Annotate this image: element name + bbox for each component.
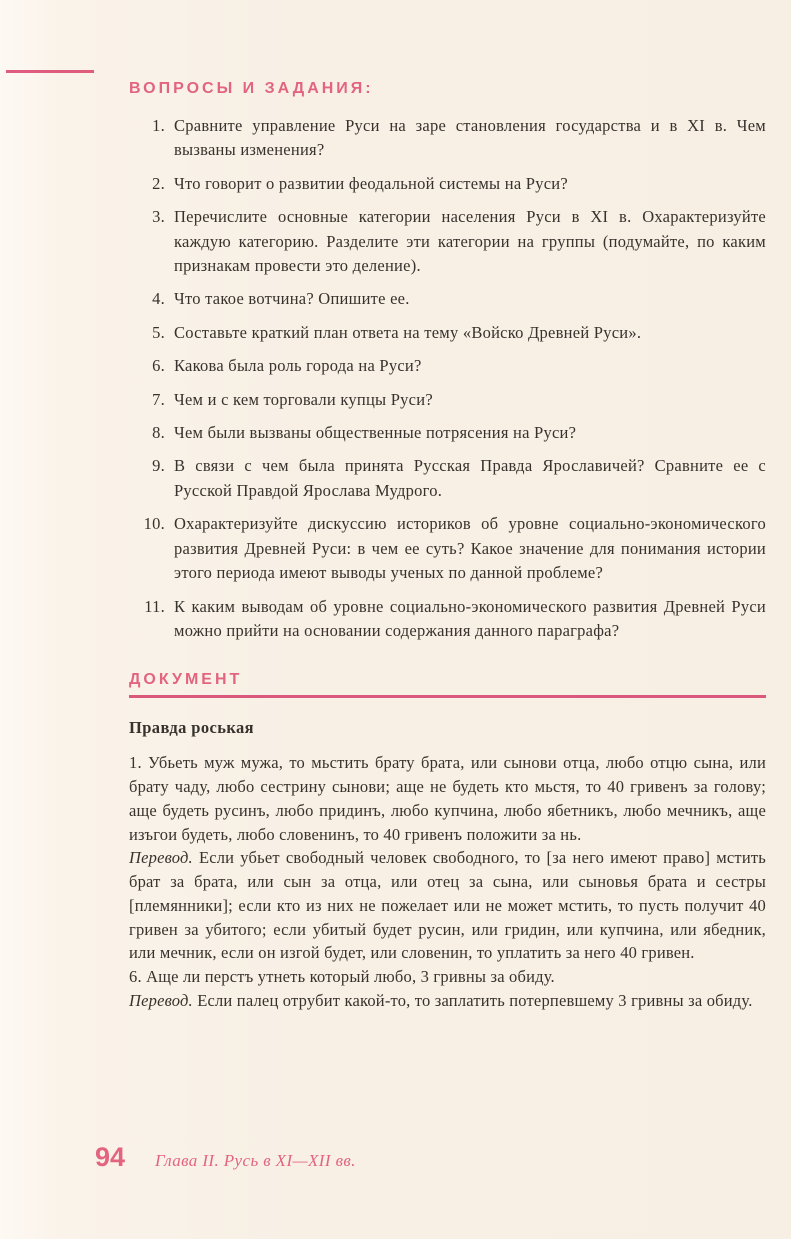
question-item xyxy=(129,595,766,644)
page-number: 94 xyxy=(95,1142,126,1172)
paragraph-text: Если убьет свободный человек свободного, то [за него имеют право] мстить брат за брата, или сын за отца, или отец за сына, или сыновья брата и сестры [племянники]; если кто из них не пожелает или не может мстить, то пусть получит 40 гривен за убитого; если убитый будет русин, или гридин, или купчина, или ябедник, или мечник, если он изгой будет, или словенин, то уплатить за него 40 гривен. xyxy=(129,848,766,963)
question-text: Перечислите основные категории населения Руси в XI в. Охарактеризуйте каждую категорию. Разделите эти категории на группы (подумайте, по каким признакам провести это деление). xyxy=(174,207,766,276)
questions-list xyxy=(129,114,766,643)
document-title: Правда роськая xyxy=(129,718,254,738)
question-item xyxy=(129,321,766,345)
question-item xyxy=(129,388,766,412)
question-text: В связи с чем была принята Русская Правда Ярославичей? Сравните ее с Русской Правдой Ярослава Мудрого. xyxy=(174,456,766,500)
document-paragraph xyxy=(129,965,766,989)
question-number: 6. xyxy=(152,356,165,376)
question-text: Какова была роль города на Руси? xyxy=(174,356,422,376)
question-item xyxy=(129,287,766,311)
question-text: Что говорит о развитии феодальной системы на Руси? xyxy=(174,173,568,193)
question-number: 9. xyxy=(152,456,165,476)
question-text: Охарактеризуйте дискуссию историков об уровне социально-экономического развития Древней Руси: в чем ее суть? Какое значение для понимания истории этого периода имеют выводы ученых по данной проблеме? xyxy=(174,514,766,583)
question-item xyxy=(129,172,766,196)
questions-heading: ВОПРОСЫ И ЗАДАНИЯ: xyxy=(129,80,374,97)
question-number: 8. xyxy=(152,423,165,443)
question-number: 5. xyxy=(152,322,165,342)
question-text: Составьте краткий план ответа на тему «Войско Древней Руси». xyxy=(174,322,642,342)
question-number: 1. xyxy=(152,116,165,135)
page-footer xyxy=(95,1142,356,1173)
question-text: Чем и с кем торговали купцы Руси? xyxy=(174,389,433,409)
chapter-title: Глава II. Русь в XI—XII вв. xyxy=(155,1151,356,1170)
question-text: К каким выводам об уровне социально-экономического развития Древней Руси можно прийти на основании содержания данного параграфа? xyxy=(174,596,766,640)
paragraph-lead: Перевод. xyxy=(129,848,193,868)
paragraph-text: Если палец отрубит какой-то, то заплатить потерпевшему 3 гривны за обиду. xyxy=(192,990,753,1010)
question-item xyxy=(129,512,766,585)
page-edge-rule xyxy=(6,70,94,73)
document-paragraph xyxy=(129,846,766,965)
document-body xyxy=(129,751,766,1012)
document-divider-rule xyxy=(129,695,766,698)
document-paragraph xyxy=(129,989,766,1013)
question-text: Сравните управление Руси на заре становления государства и в XI в. Чем вызваны изменения? xyxy=(174,116,766,160)
question-item xyxy=(129,114,766,163)
question-number: 4. xyxy=(152,289,165,309)
document-heading: ДОКУМЕНТ xyxy=(129,671,243,689)
paragraph-text: 1. Убьеть муж мужа, то мьстить брату брата, или сынови отца, любо отцю сына, или брату чаду, любо сестрину сынови; аще не будеть кто мьстя, то 40 гривенъ за голову; аще будеть русинъ, любо придинъ, любо купчина, любо ябетникъ, любо мечникъ, аще изъгои будеть, любо словенинъ, то 40 гривенъ положити за нь. xyxy=(129,753,766,844)
question-number: 7. xyxy=(152,389,165,409)
question-number: 3. xyxy=(152,207,165,227)
question-number: 11. xyxy=(144,596,165,616)
document-paragraph xyxy=(129,751,766,846)
question-text: Чем были вызваны общественные потрясения на Руси? xyxy=(174,423,577,443)
question-item xyxy=(129,454,766,503)
question-number: 2. xyxy=(152,173,165,193)
question-text: Что такое вотчина? Опишите ее. xyxy=(174,289,410,309)
page-content xyxy=(129,80,766,1013)
question-item xyxy=(129,205,766,278)
question-number: 10. xyxy=(143,514,165,534)
paragraph-text: 6. Аще ли перстъ утнеть который любо, 3 гривны за обиду. xyxy=(129,967,555,987)
paragraph-lead: Перевод. xyxy=(129,990,193,1010)
question-item xyxy=(129,421,766,445)
question-item xyxy=(129,354,766,378)
